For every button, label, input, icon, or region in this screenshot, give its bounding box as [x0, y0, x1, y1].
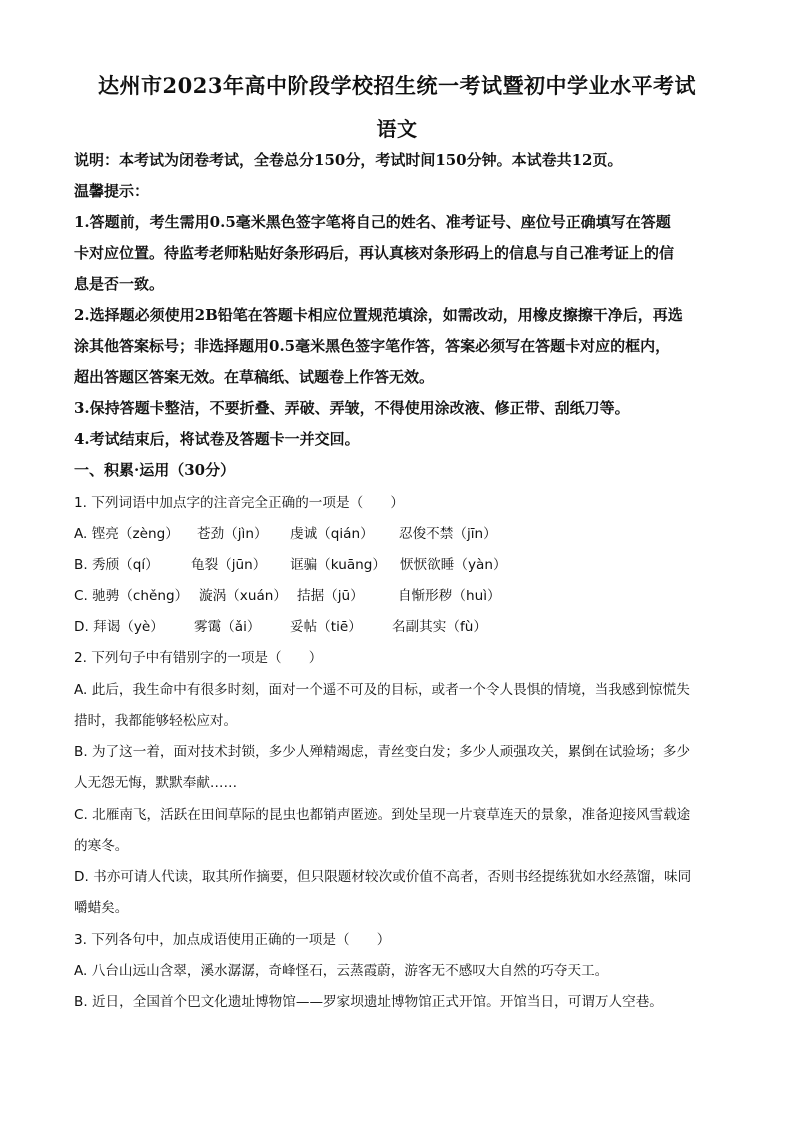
option-word: 名副其实（fù）: [392, 619, 487, 635]
option-word: 龟裂（jūn）: [191, 557, 267, 573]
exam-title: 达州市2023年高中阶段学校招生统一考试暨初中学业水平考试: [98, 73, 696, 98]
option-word: 恹恹欲睡（yàn）: [400, 557, 507, 573]
tip-line: 4.考试结束后，将试卷及答题卡一并交回。: [74, 430, 360, 448]
question-3-stem: 3. 下列各句中，加点成语使用正确的一项是（ ）: [74, 932, 391, 948]
option-word: C. 驰骋（chěng）: [74, 588, 189, 604]
question-1-option-b: [74, 556, 724, 574]
question-3-line: B. 近日，全国首个巴文化遗址博物馆——罗家坝遗址博物馆正式开馆。开馆当日，可谓万人空巷。: [74, 994, 663, 1010]
section-heading: 一、积累·运用（30分）: [74, 461, 236, 479]
question-2-line: D. 书亦可请人代读，取其所作摘要，但只限题材较次或价值不高者，否则书经提练犹如水经蒸馏，味同: [74, 869, 692, 885]
question-2-line: 措时，我都能够轻松应对。: [74, 713, 238, 729]
tip-line: 2.选择题必须使用2B铅笔在答题卡相应位置规范填涂，如需改动，用橡皮擦擦干净后，再选: [74, 306, 683, 324]
question-2-line: B. 为了这一着，面对技术封锁，多少人殚精竭虑，青丝变白发；多少人顽强攻关，累倒在试验场；多少: [74, 744, 691, 760]
tip-line: 1.答题前，考生需用0.5毫米黑色签字笔将自己的姓名、准考证号、座位号正确填写在答题: [74, 213, 671, 231]
tip-line: 超出答题区答案无效。在草稿纸、试题卷上作答无效。: [74, 368, 435, 386]
exam-description: 说明：本考试为闭卷考试，全卷总分150分，考试时间150分钟。本试卷共12页。: [74, 151, 623, 169]
question-3-line: A. 八台山远山含翠，溪水潺潺，奇峰怪石，云蒸霞蔚，游客无不感叹大自然的巧夺天工。: [74, 963, 609, 979]
option-word: D. 拜谒（yè）: [74, 619, 164, 635]
question-2-line: C. 北雁南飞，活跃在田间草际的昆虫也都销声匿迹。到处呈现一片衰草连天的景象，准备迎接风雪载途: [74, 807, 691, 823]
option-word: 忍俊不禁（jīn）: [399, 526, 497, 542]
option-word: 虔诚（qián）: [290, 526, 374, 542]
tip-line: 息是否一致。: [74, 275, 165, 293]
question-1-option-c: [74, 587, 724, 605]
question-2-stem: 2. 下列句子中有错别字的一项是（ ）: [74, 650, 323, 666]
question-2-line: 嚼蜡矣。: [74, 900, 129, 916]
option-word: 雾霭（ǎi）: [194, 619, 261, 635]
option-word: 自惭形秽（huì）: [398, 588, 501, 604]
question-2-line: 人无怨无悔，默默奉献……: [74, 775, 238, 791]
option-word: B. 秀颀（qí）: [74, 557, 159, 573]
question-2-line: A. 此后，我生命中有很多时刻，面对一个遥不可及的目标，或者一个令人畏惧的情境，当我感到惊慌失: [74, 682, 690, 698]
question-2-line: 的寒冬。: [74, 838, 129, 854]
question-1-option-a: [74, 525, 724, 543]
tip-line: 涂其他答案标号；非选择题用0.5毫米黑色签字笔作答，答案必须写在答题卡对应的框内，: [74, 337, 671, 355]
option-word: 漩涡（xuán）: [199, 588, 287, 604]
tip-line: 卡对应位置。待监考老师粘贴好条形码后，再认真核对条形码上的信息与自己准考证上的信: [74, 244, 675, 262]
question-1-stem: 1. 下列词语中加点字的注音完全正确的一项是（ ）: [74, 495, 404, 511]
option-word: 拮据（jū）: [297, 588, 364, 604]
question-1-option-d: [74, 618, 724, 636]
subject-title: 语文: [376, 117, 418, 141]
tip-line: 3.保持答题卡整洁，不要折叠、弄破、弄皱，不得使用涂改液、修正带、刮纸刀等。: [74, 399, 630, 417]
option-word: 妥帖（tiē）: [290, 619, 362, 635]
option-word: 苍劲（jìn）: [197, 526, 268, 542]
option-word: A. 铿亮（zèng）: [74, 526, 179, 542]
option-word: 诓骗（kuāng）: [290, 557, 387, 573]
tips-heading: 温馨提示：: [74, 182, 150, 200]
